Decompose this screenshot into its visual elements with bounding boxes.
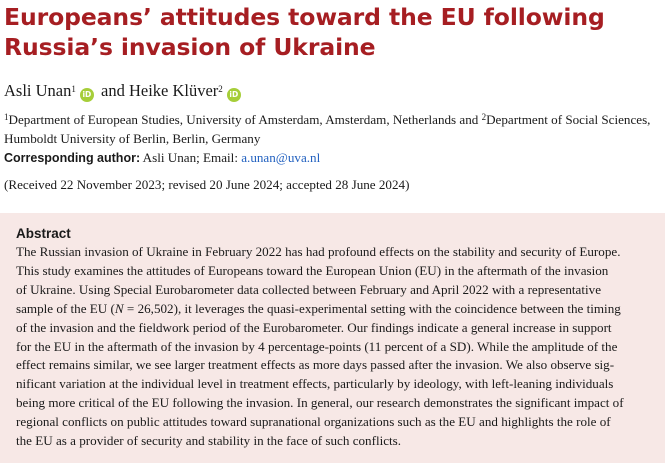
affiliation-mark: 1 xyxy=(71,84,76,94)
abstract-line: regional conflicts on public attitudes toward supranational organizations such as the EU and highlights the role of xyxy=(16,414,611,430)
author-name: Asli Unan xyxy=(4,81,72,100)
author-list xyxy=(4,80,244,102)
abstract-line: of Ukraine. Using Special Eurobarometer data collected between February and April 2022 with a representative xyxy=(16,281,602,297)
author-name: Heike Klüver xyxy=(128,81,219,100)
affiliation-mark: 2 xyxy=(218,84,223,94)
abstract-line: the EU as a provider of security and stability in the face of such conflicts. xyxy=(16,433,402,449)
abstract-line: of the invasion and the fieldwork period of the Eurobarometer. Our findings indicate a general increase in support xyxy=(16,319,612,335)
abstract-heading: Abstract xyxy=(16,226,71,241)
corresponding-author-name: Asli Unan; Email: xyxy=(142,150,238,165)
affiliation-mark: 1 xyxy=(4,112,9,122)
abstract-line: This study examines the attitudes of Europeans toward the European Union (EU) in the aftermath of the invasion xyxy=(16,262,609,278)
article-title: Europeans’ attitudes toward the EU following Russia’s invasion of Ukraine xyxy=(4,3,605,61)
abstract-line: for the EU in the aftermath of the invasion by 4 percentage-points (11 percent of a SD). While the amplitude of the xyxy=(16,338,618,354)
affiliation-line: Humboldt University of Berlin, Berlin, Germany xyxy=(4,131,261,146)
abstract-line: effect remains similar, we see larger treatment effects as more days passed after the invasion. We also observe sig- xyxy=(16,357,615,373)
affiliations xyxy=(4,110,668,168)
abstract-line: The Russian invasion of Ukraine in February 2022 has had profound effects on the stability and security of Europe. xyxy=(16,244,621,259)
received-dates: (Received 22 November 2023; revised 20 June 2024; accepted 28 June 2024) xyxy=(4,177,410,192)
author-connector: and xyxy=(101,81,125,100)
orcid-icon[interactable]: iD xyxy=(227,88,241,102)
corresponding-author-label: Corresponding author: xyxy=(4,151,141,165)
abstract-line: being more critical of the EU following the invasion. In general, our research demonstrates the significant impact of xyxy=(16,395,624,411)
affiliation-text: Department of European Studies, University of Amsterdam, Amsterdam, Netherlands and xyxy=(8,112,479,127)
variable-n: N xyxy=(114,300,124,316)
affiliation-text: Department of Social Sciences, xyxy=(486,112,651,127)
abstract-line: sample of the EU (N = 26,502), it leverages the quasi-experimental setting with the coincidence between the timing xyxy=(16,300,621,316)
orcid-icon[interactable]: iD xyxy=(80,88,94,102)
abstract-text xyxy=(16,243,659,451)
abstract-line: nificant variation at the individual level in treatment effects, particularly by ideology, with left-leaning individuals xyxy=(16,376,614,392)
abstract-box xyxy=(0,213,665,463)
corresponding-author xyxy=(4,148,668,168)
affiliation-line xyxy=(4,110,668,129)
email-link[interactable]: a.unan@uva.nl xyxy=(241,150,321,165)
affiliation-mark: 2 xyxy=(481,112,487,122)
